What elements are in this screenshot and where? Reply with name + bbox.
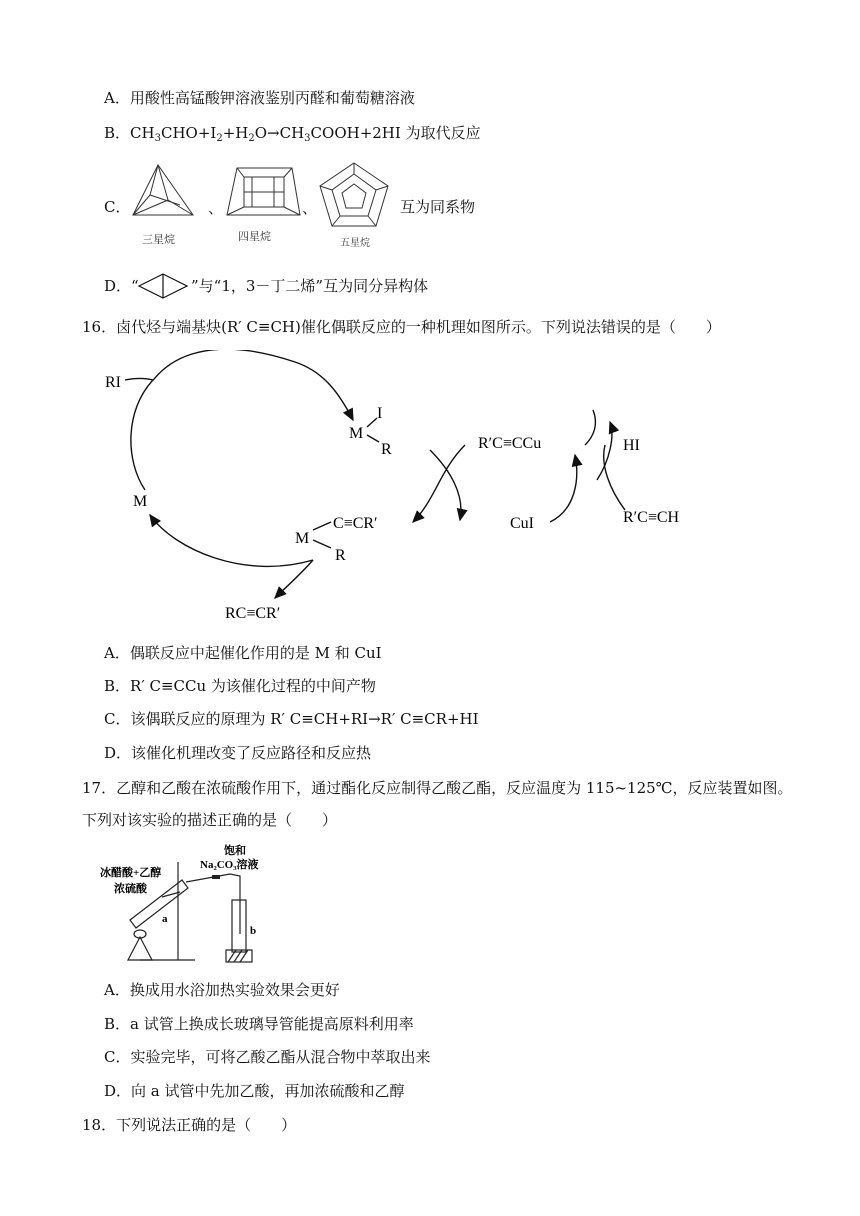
label-M-oxidative: M: [349, 425, 364, 442]
q17-option-c: C．实验完毕，可将乙酸乙酯从混合物中萃取出来: [104, 1048, 431, 1066]
label-saturated: 饱和: [224, 845, 246, 857]
q16-option-b: B．R′ C≡CCu 为该催化过程的中间产物: [104, 677, 376, 695]
label-C-CR: C≡CR′: [333, 515, 378, 532]
label-copper-acetylide: R′C≡CCu: [478, 435, 542, 452]
label-na2co3: Na₂CO₃溶液: [200, 859, 259, 871]
q15-option-d-text: ”与“1，3－丁二烯”互为同分异构体: [191, 277, 429, 295]
q16-option-d: D．该催化机理改变了反应路径和反应热: [104, 744, 372, 762]
q15-b-mid: +H: [222, 124, 249, 142]
label-sulfuric: 浓硫酸: [114, 883, 147, 895]
q17-option-a: A．换成用水浴加热实验效果会更好: [104, 981, 340, 999]
pentaxane-structure: [316, 160, 392, 235]
label-M-catalyst: M: [133, 493, 148, 510]
q17-stem-line2: 下列对该实验的描述正确的是（ ）: [82, 811, 338, 829]
label-tube-b: b: [250, 925, 257, 937]
label-M-transmetal: M: [295, 530, 310, 547]
label-R1: R: [381, 441, 392, 458]
q15-b-mid2: O→CH: [254, 124, 305, 142]
label-R2: R: [335, 547, 346, 564]
label-tetraxane: 四星烷: [238, 230, 271, 243]
label-terminal-alkyne: R′C≡CH: [623, 509, 680, 526]
coupling-mechanism-diagram: [95, 350, 715, 635]
label-reagents: 冰醋酸+乙醇: [100, 867, 162, 879]
label-trixane: 三星烷: [142, 233, 175, 246]
esterification-apparatus: [100, 842, 280, 967]
q17-option-d: D．向 a 试管中先加乙酸，再加浓硫酸和乙醇: [104, 1082, 405, 1100]
q15-c-sep2: 、: [302, 199, 318, 217]
q15-option-a: A．用酸性高锰酸钾溶液鉴别丙醛和葡萄糖溶液: [104, 89, 415, 107]
label-RI: RI: [105, 374, 121, 391]
bicyclobutane-structure: [137, 272, 189, 300]
q18-stem: 18．下列说法正确的是（ ）: [82, 1116, 297, 1134]
q15-b-end: COOH+2HI 为取代反应: [310, 124, 481, 142]
q17-option-b: B．a 试管上换成长玻璃导管能提高原料利用率: [104, 1015, 414, 1033]
q15-option-b: B．$CH_3CHO+I_2+H_2O\to CH_3COOH+2HI$ 为取代反应: [104, 124, 481, 144]
label-HI: HI: [623, 437, 640, 454]
label-pentaxane: 五星烷: [340, 238, 370, 249]
q15-b-prefix: B．CH: [104, 124, 155, 142]
q15-option-d-letter: D．“: [104, 277, 139, 295]
q16-stem: 16．卤代烃与端基炔(R′ C≡CH)催化偶联反应的一种机理如图所示。下列说法错误的是（ ）: [82, 318, 721, 336]
q15-c-text: 互为同系物: [400, 198, 476, 216]
q16-option-a: A．偶联反应中起催化作用的是 M 和 CuI: [104, 644, 382, 662]
q15-b-tail: CHO+I: [160, 124, 217, 142]
label-tube-a: a: [162, 913, 168, 925]
tetraxane-structure: [222, 163, 308, 223]
label-I: I: [377, 405, 383, 422]
label-product: RC≡CR′: [225, 605, 281, 622]
q15-c-sep1: 、: [208, 199, 224, 217]
q15-option-c-letter: C．: [104, 198, 131, 216]
label-CuI: CuI: [510, 515, 534, 532]
q16-option-c: C．该偶联反应的原理为 R′ C≡CH+RI→R′ C≡CR+HI: [104, 710, 479, 728]
q17-stem-line1: 17．乙醇和乙酸在浓硫酸作用下，通过酯化反应制得乙酸乙酯，反应温度为 115~125℃，反应装置如图。: [82, 779, 793, 797]
